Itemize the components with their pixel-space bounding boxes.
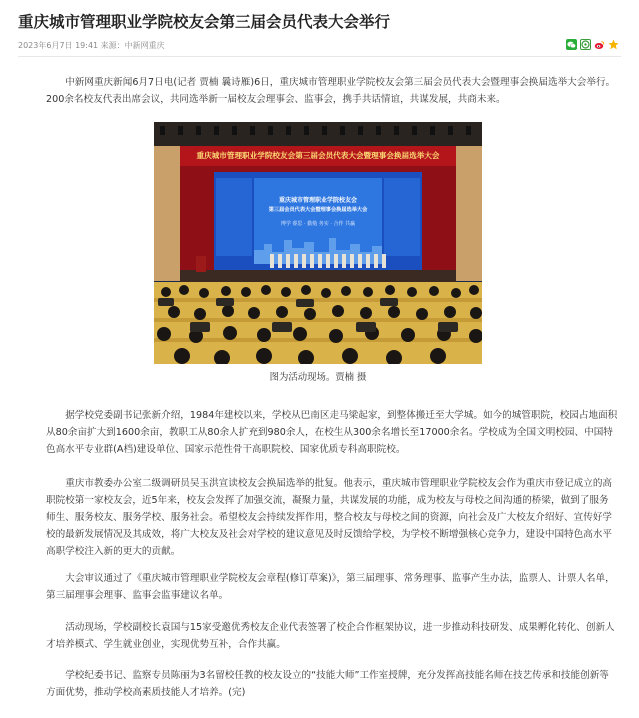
qzone-share-icon[interactable]	[608, 39, 619, 50]
weibo-share-icon[interactable]	[594, 39, 605, 50]
article-paragraph: 学校纪委书记、监察专员陈丽为3名留校任教的校友设立的“技能大师”工作室授牌，充分发挥高技能名师在技艺传承和技能创新等方面优势，推动学校高素质技能人才培养。(完)	[46, 670, 609, 698]
article-photo	[154, 122, 482, 364]
article-paragraph: 中新网重庆新闻6月7日电(记者 贾楠 曩诗雁)6日，重庆城市管理职业学院校友会第三届会员代表大会暨理事会换届选举大会举行。200余名校友代表出席会议，共同选举新一届校友会理事会、监事会，携手共话情谊，共谋发展，共商未来。	[46, 77, 616, 105]
wechat-share-icon[interactable]	[566, 39, 577, 50]
article-title: 重庆城市管理职业学院校友会第三届会员代表大会举行	[18, 13, 391, 31]
article-meta: 2023年6月7日 19:41 来源：中新网重庆	[18, 41, 165, 50]
photo-screen-line2: 第三届会员代表大会暨理事会换届选举大会	[268, 207, 368, 213]
photo-screen-line1: 重庆城市管理职业学院校友会	[278, 197, 357, 204]
article-paragraph: 据学校党委副书记张新介绍，1984年建校以来，学校从巴南区走马梁起家，到整体搬迁至大学城。如今的城管职院，校园占地面积从80余亩扩大到1600余亩，教职工从80余人扩充到980余人，在校生从300余名增长至17000余名。学校成为全国文明校园、中国特色高水平专业群(A档)建设单位、国家示范性骨干高职院校、国家优质专科高职院校。	[46, 410, 618, 455]
title-divider	[18, 56, 621, 57]
article-paragraph: 活动现场，学校副校长袁国与15家受邀优秀校友企业代表签署了校企合作框架协议，进一步推动科技研发、成果孵化转化、创新人才培养模式、学生就业创业，实现优势互补，合作共赢。	[46, 622, 615, 650]
photo-caption: 图为活动现场。贾楠 摄	[269, 372, 367, 383]
article-paragraph: 大会审议通过了《重庆城市管理职业学院校友会章程(修订草案)》，第三届理事、常务理事、监事产生办法，监票人、计票人名单，第三届理事会理事、监事会监事建议名单。	[46, 573, 615, 601]
photo-banner-text: 重庆城市管理职业学院校友会第三届会员代表大会暨理事会换届选举大会	[196, 151, 440, 160]
moments-share-icon[interactable]	[580, 39, 591, 50]
photo-screen-slogan: 博学 睿思 · 勤勉 务实 · 合作 共赢	[280, 221, 356, 227]
share-bar	[566, 39, 619, 50]
article-paragraph: 重庆市教委办公室二级调研员吴玉洪宣读校友会换届选举的批复。他表示，重庆城市管理职业学院校友会作为重庆市登记成立的高职院校第一家校友会，近5年来，校友会发挥了加强交流，凝聚力量，共谋发展的功能，成为校友与母校之间沟通的桥梁，做到了服务师生、服务校友、服务学校、服务社会。希望校友会持续发挥作用，整合校友与母校之间的资源，向社会及广大校友介绍好、宣传好学校的最新发展情况及其成效，将广大校友及社会对学校的建议意见及时反馈给学校，为学校不断增强核心竞争力，建设中国特色高水平高职学校注入新的更大的贡献。	[46, 478, 613, 557]
